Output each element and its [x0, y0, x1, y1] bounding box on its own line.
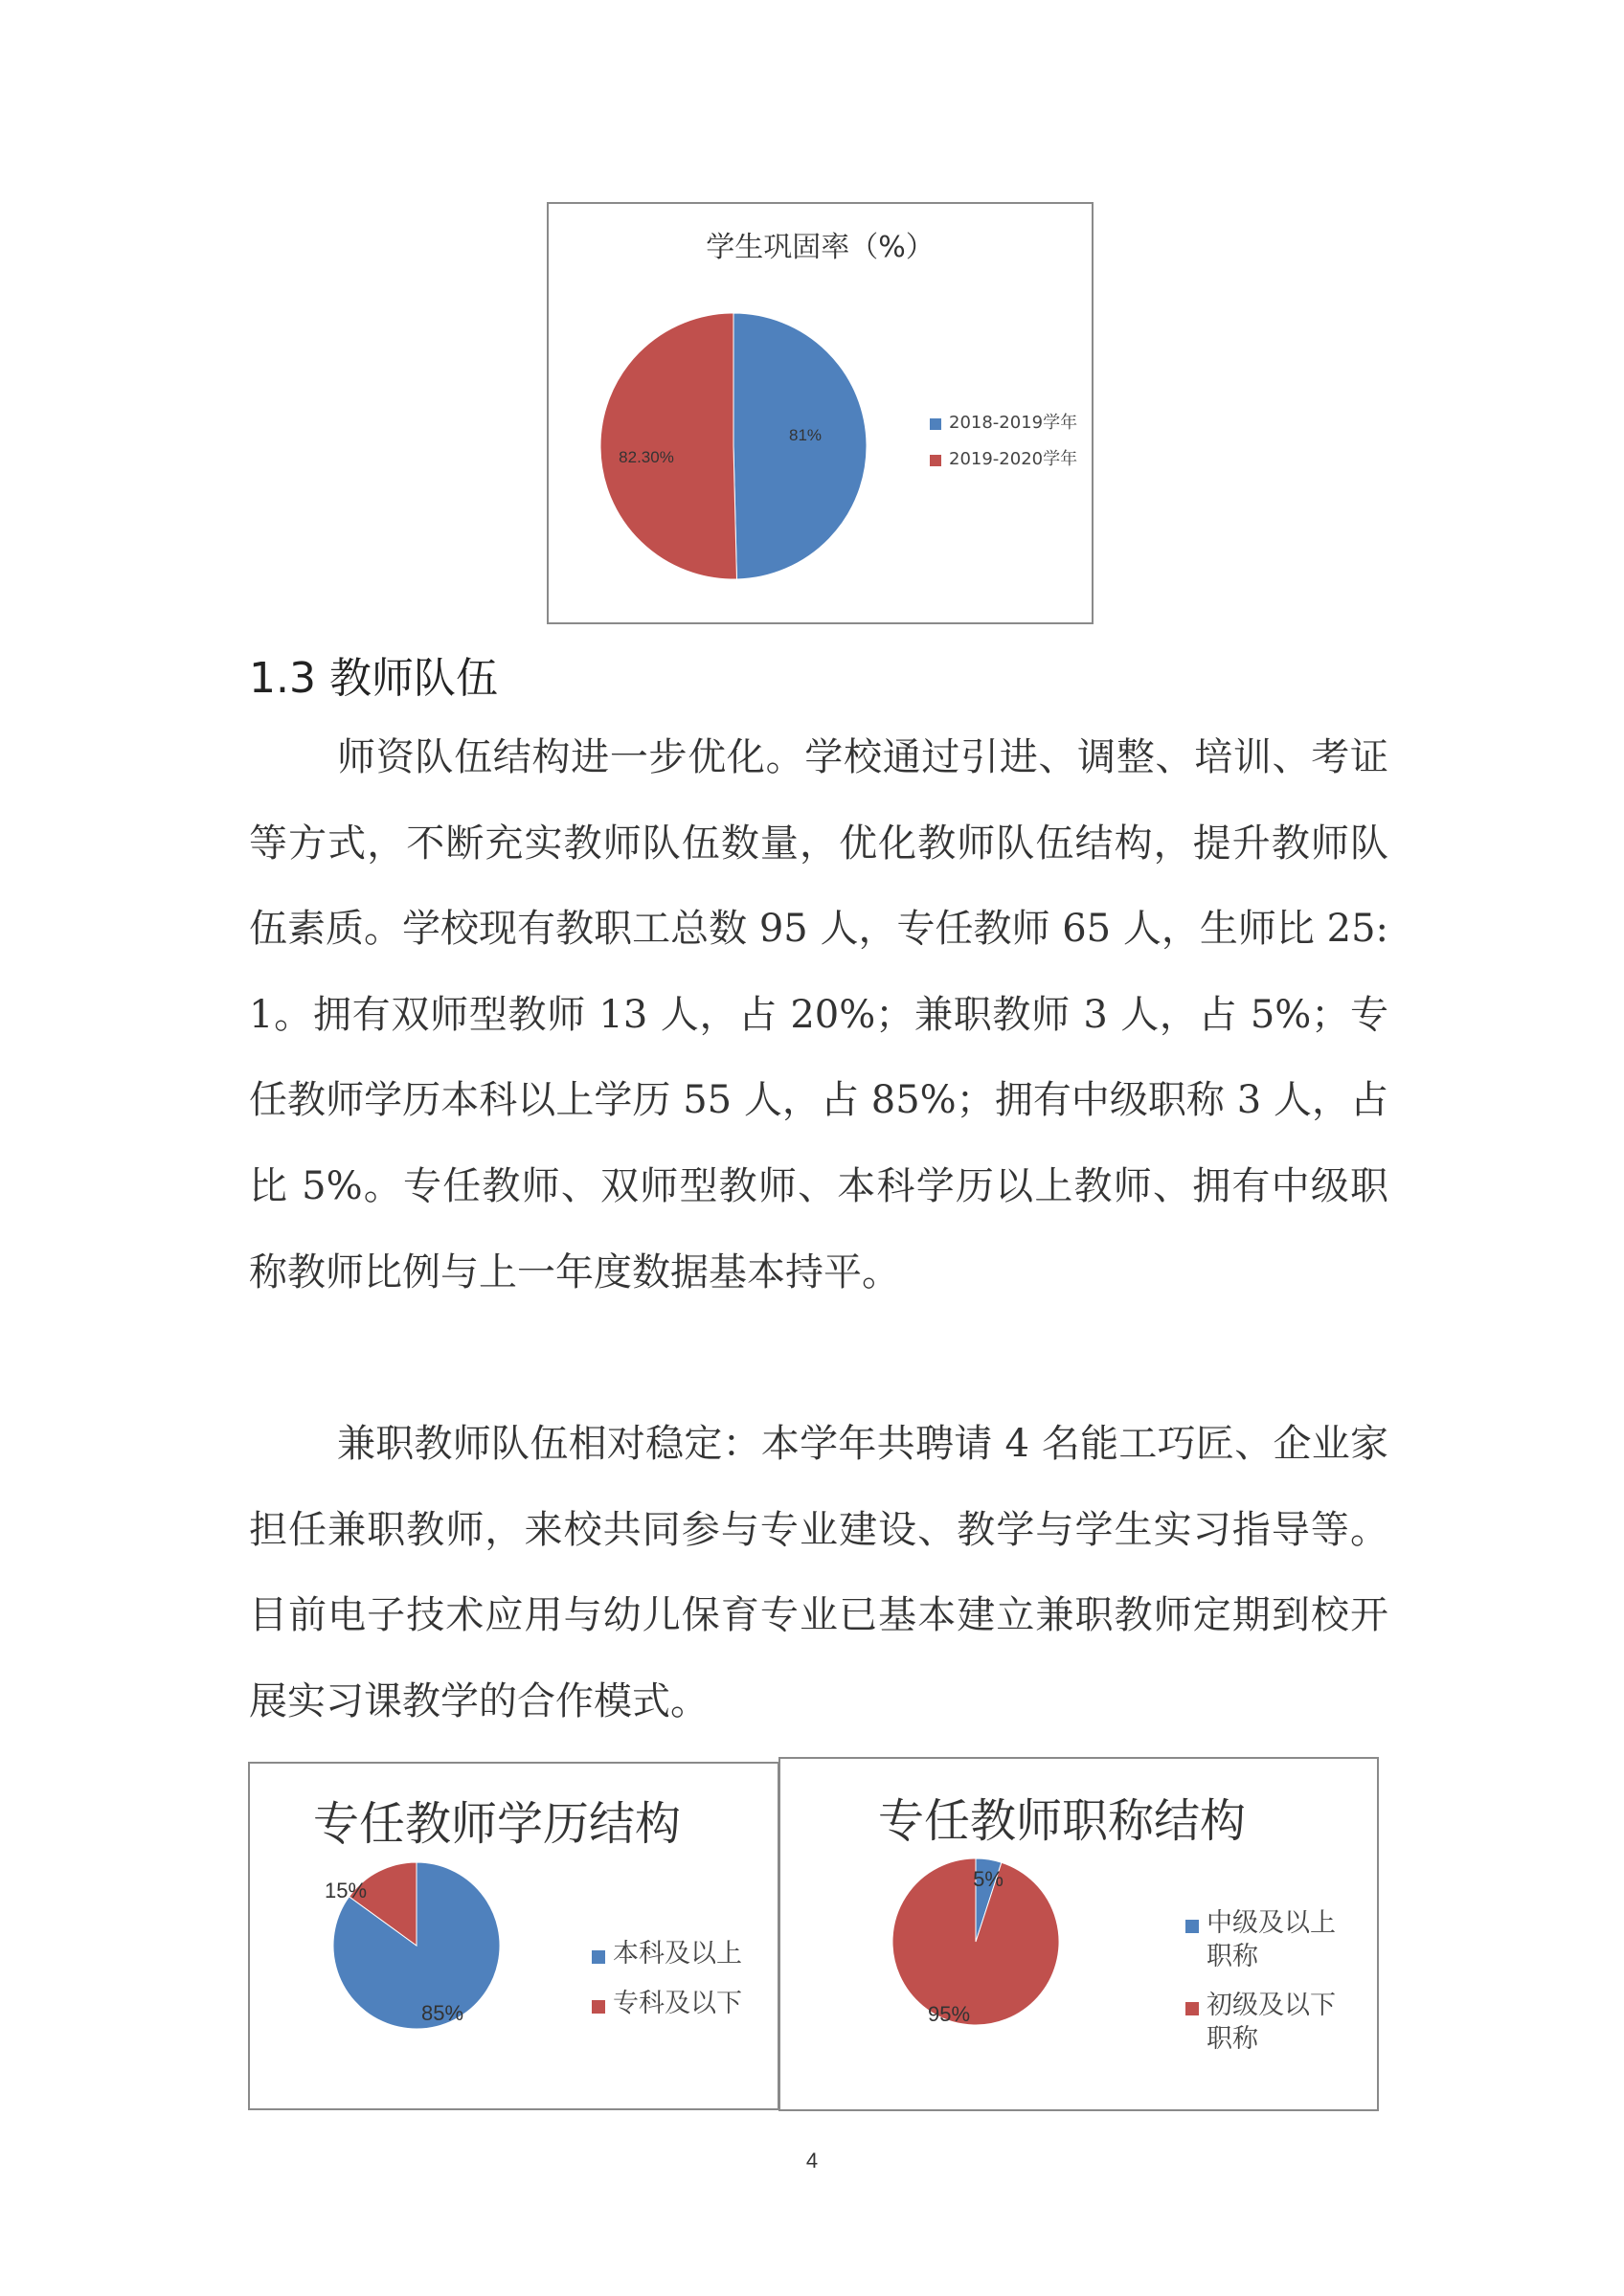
data-label-1: 85% [420, 2001, 464, 2025]
legend-swatch-2 [930, 455, 941, 466]
pie-slice-2 [600, 313, 736, 579]
title-structure-chart [778, 1757, 1379, 2111]
paragraph-part-time-teachers: 兼职教师队伍相对稳定：本学年共聘请 4 名能工巧匠、企业家担任兼职教师，来校共同参与专业建设、教学与学生实习指导等。目前电子技术应用与幼儿保育专业已基本建立兼职教师定期到校开展实习课教学的合作模式。 [249, 1422, 1388, 1723]
legend-label-1: 2018-2019学年 [949, 413, 1078, 433]
legend-label-1: 中级及以上职称 [1207, 1908, 1336, 1972]
legend-label-2: 初级及以下职称 [1207, 1991, 1336, 2055]
legend-swatch-1 [592, 1950, 605, 1964]
page-number: 4 [805, 2149, 819, 2172]
legend-swatch-1 [930, 418, 941, 430]
data-label-2: 82.30% [619, 448, 674, 466]
chart-title: 学生巩固率（%） [706, 231, 935, 264]
data-label-2: 95% [927, 2002, 971, 2026]
legend-swatch-1 [1185, 1920, 1199, 1933]
data-label-2: 15% [324, 1879, 368, 1902]
legend-label-2: 专科及以下 [613, 1989, 742, 2018]
legend-swatch-2 [1185, 2002, 1199, 2015]
pie-chart-svg [780, 1759, 1377, 2109]
legend-label-1: 本科及以上 [613, 1939, 742, 1969]
chart-title: 专任教师学历结构 [313, 1797, 682, 1851]
section-heading: 1.3 教师队伍 [249, 654, 498, 703]
retention-rate-chart [547, 202, 1094, 624]
education-structure-chart [248, 1762, 779, 2110]
pie-chart-svg [250, 1764, 778, 2108]
pie-slice-1 [733, 313, 867, 579]
data-label-1: 5% [973, 1867, 1004, 1891]
paragraph-teacher-structure: 师资队伍结构进一步优化。学校通过引进、调整、培训、考证等方式，不断充实教师队伍数量，优化教师队伍结构，提升教师队伍素质。学校现有教职工总数 95 人，专任教师 65 人，生师比 25:1。拥有双师型教师 13 人，占 20%；兼职教师 3 人，占 5%；专任教师学历本科以上学历 55 人，占 85%；拥有中级职称 3 人，占比 5%。专任教师、双师型教师、本科学历以上教师、拥有中级职称教师比例与上一年度数据基本持平。 [249, 735, 1388, 1294]
data-label-1: 81% [788, 426, 823, 444]
legend-swatch-2 [592, 2000, 605, 2014]
pie-chart-svg [549, 204, 1092, 622]
chart-title: 专任教师职称结构 [878, 1794, 1247, 1848]
legend-label-2: 2019-2020学年 [949, 449, 1078, 469]
